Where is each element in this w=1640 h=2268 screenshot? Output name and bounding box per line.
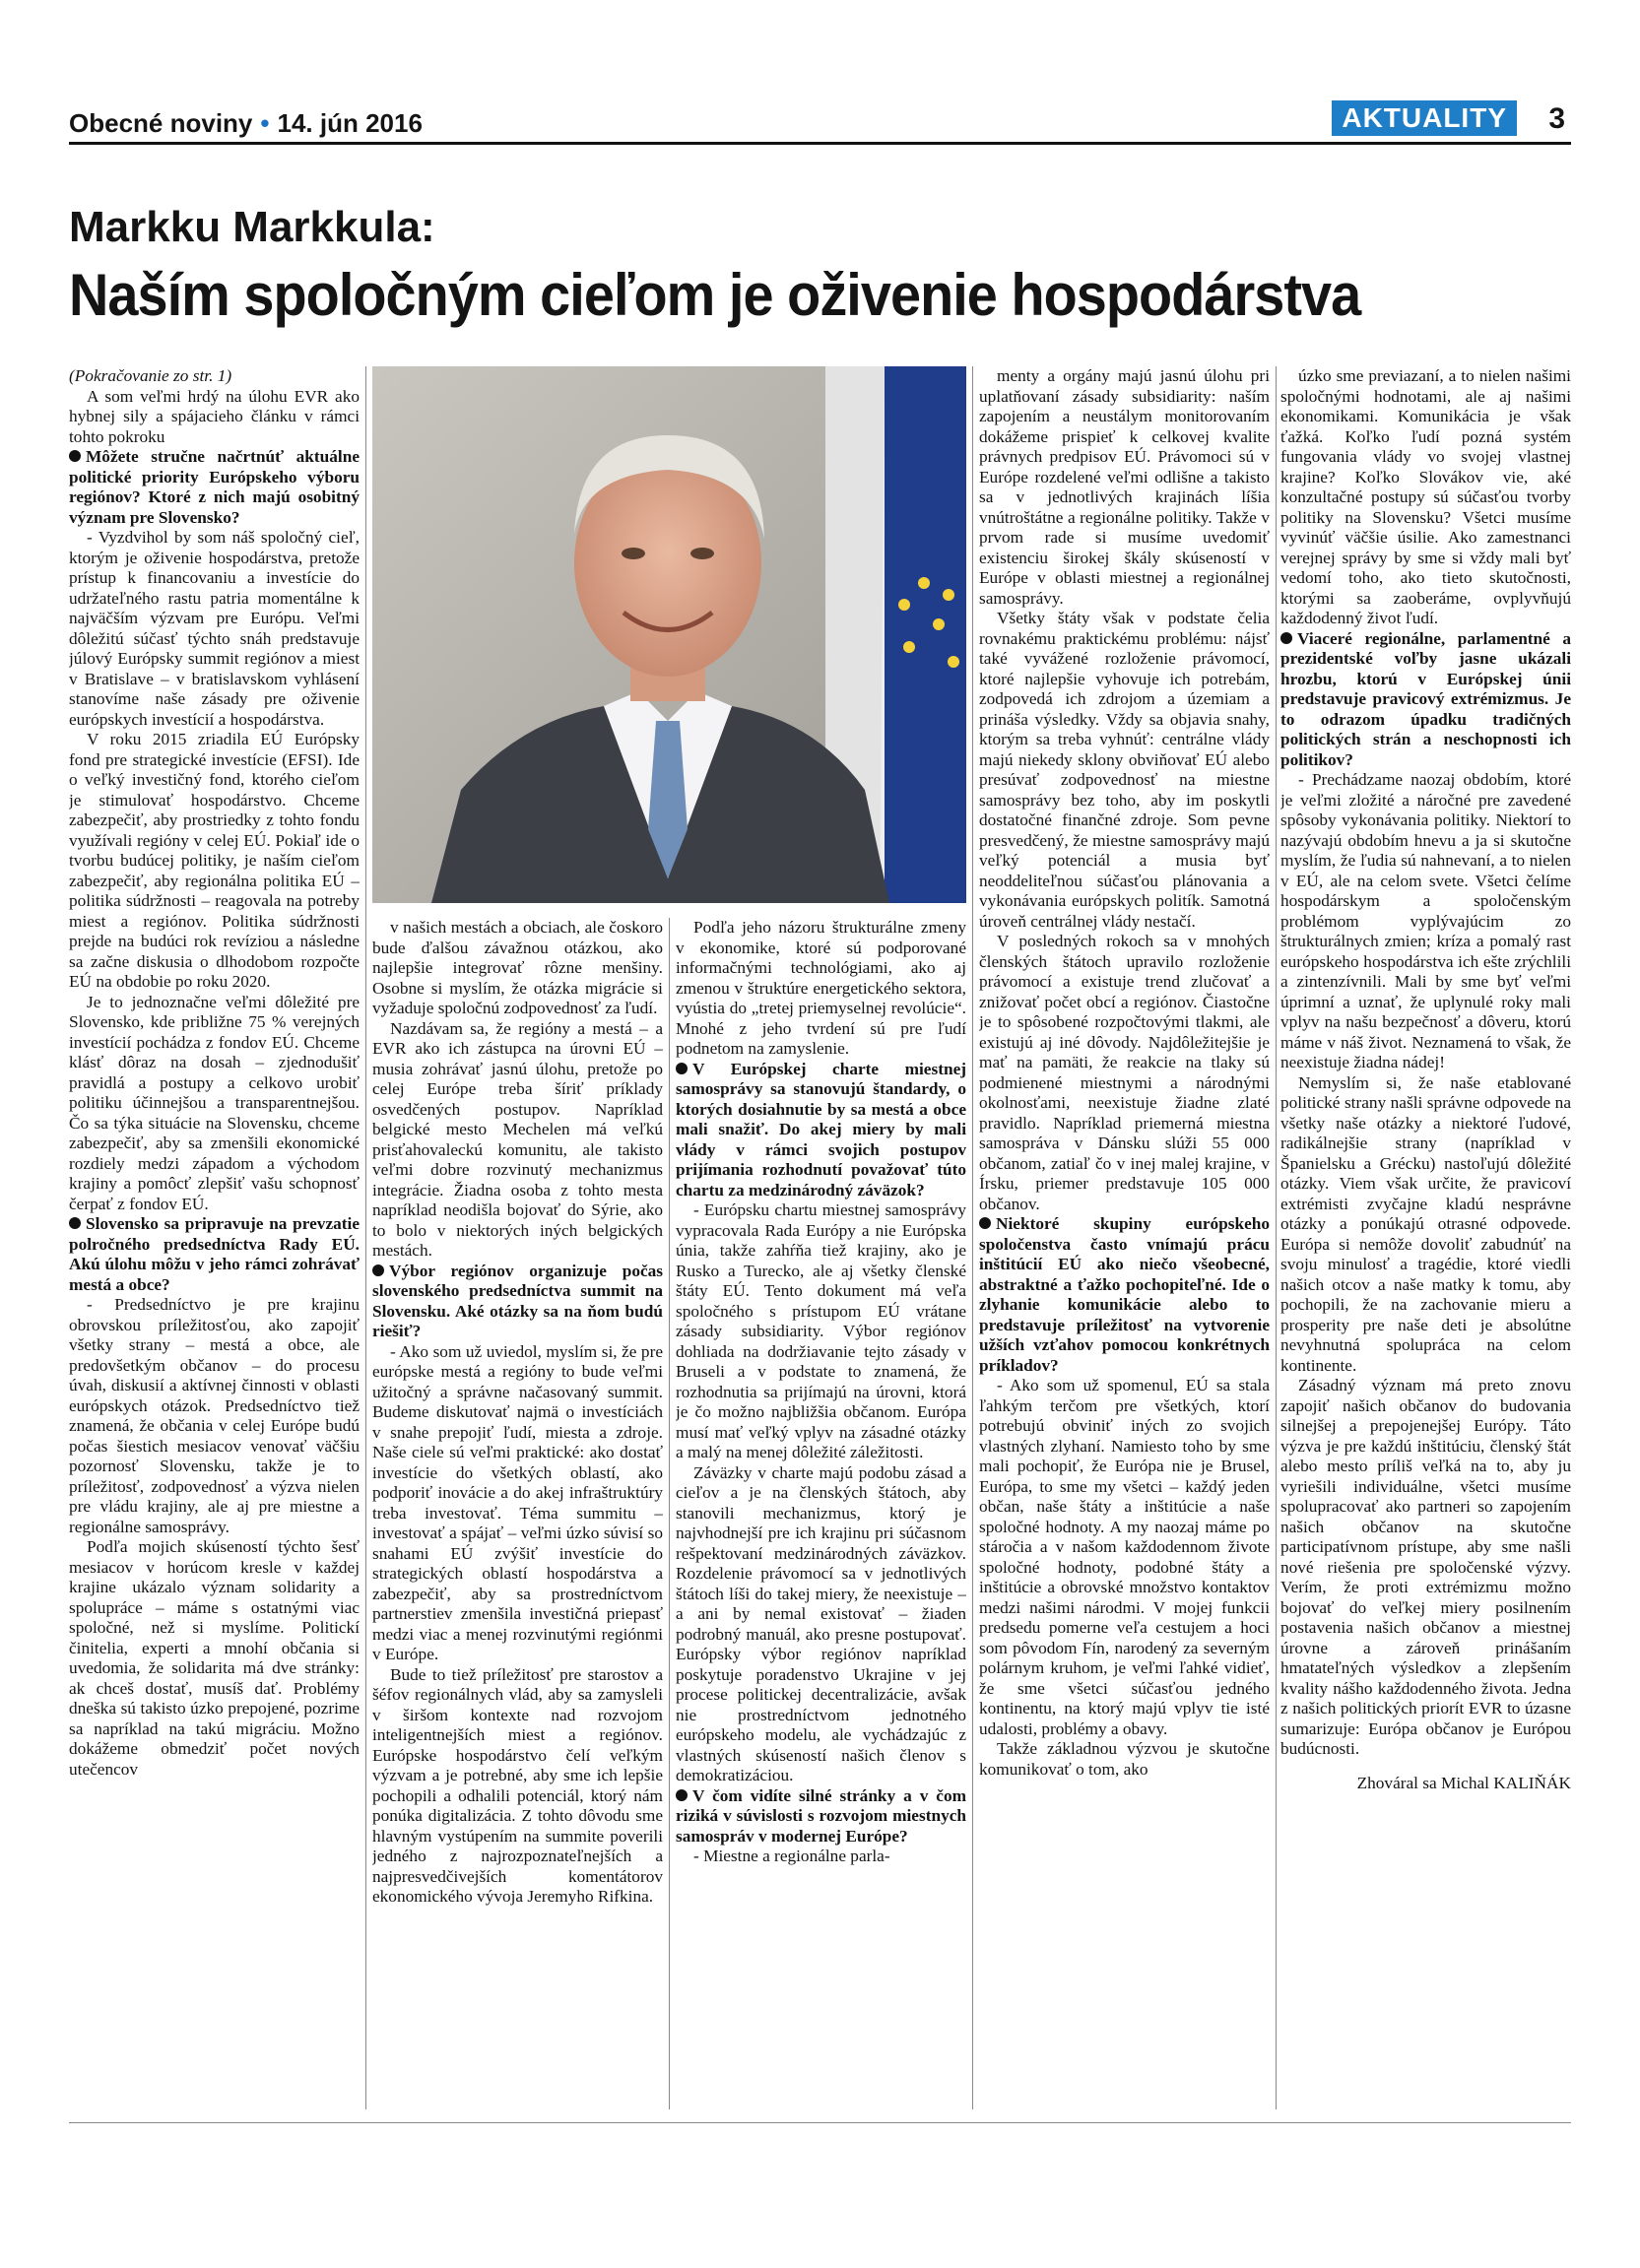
interview-question <box>979 1214 1270 1376</box>
article-paragraph: Všetky štáty však v podstate čelia rovnakému praktickému problému: nájsť také vyvážené rozloženie právomocí, ktoré najlepšie vyhovuje ich potrebám, zodpovedá ich zdrojom a územiam a prináša výsledky. Vždy sa objavia snahy, ktorým sa treba vyhnúť: centrálne vlády majú niekedy sklony obviňovať EÚ alebo presúvať zodpovednosť na miestne samosprávy bez toho, aby im poskytli dostatočné finančné zdroje. Som pevne presvedčený, že miestne samosprávy majú veľký potenciál a musia byť neoddeliteľnou súčasťou plánovania a vykonávania európskych politík. Samotná úroveň centrálnej vlády nestačí. <box>979 609 1270 931</box>
question-text: Výbor regiónov organizuje počas slovenského predsedníctva summit na Slovensku. Aké otázky sa na ňom budú riešiť? <box>372 1261 663 1340</box>
article-column-5 <box>1280 366 1571 2109</box>
column-divider <box>669 918 670 2109</box>
question-bullet-icon <box>69 450 81 462</box>
interview-question <box>372 1262 663 1342</box>
masthead-paper-date <box>69 108 423 139</box>
issue-date: 14. jún 2016 <box>277 108 423 138</box>
interview-question <box>676 1786 966 1847</box>
question-text: V Európskej charte miestnej samosprávy sa stanovujú štandardy, o ktorých dosiahnutie by sa mestá a obce mali snažiť. Do akej miery by mali vlády v rámci svojich postupov prijímania rozhodnutí považovať túto chartu za medzinárodný záväzok? <box>676 1059 966 1199</box>
article-paragraph: v našich mestách a obciach, ale čoskoro bude ďalšou závažnou otázkou, ako najlepšie integrovať rôzne menšiny. Osobne si myslím, že otázka migrácie si vyžaduje spoločnú zodpovednosť za ľudí. <box>372 918 663 1017</box>
article-paragraph: Takže základnou výzvou je skutočne komunikovať o tom, ako <box>979 1739 1270 1779</box>
article-title-block <box>69 202 1571 330</box>
question-text: Slovensko sa pripravuje na prevzatie polročného predsedníctva Rady EÚ. Akú úlohu môžu v jeho rámci zohrávať mestá a obce? <box>69 1214 360 1294</box>
article-paragraph: - Prechádzame naozaj obdobím, ktoré je veľmi zložité a náročné pre zavedené spôsoby vykonávania politiky. Niektorí to nazývajú obdobím hnevu a ja si skutočne myslím, že ľudia sú nahnevaní, a to nielen v EÚ, ale na celom svete. Všetci čelíme hospodárskym a spoločenským problémom vyplývajúcim zo štrukturálnych zmien; kríza a pomalý rast európskeho hospodárstva ich ešte zrýchlili a zintenzívnili. Mali by sme byť veľmi úprimní a uznať, že uplynulé roky mali vplyv na našu bezpečnosť a dôveru, ktorú máme v náš život. Neznamená to však, že neexistuje žiadna nádej! <box>1280 770 1571 1071</box>
interview-question <box>1280 629 1571 771</box>
article-paragraph: Bude to tiež príležitosť pre starostov a šéfov regionálnych vlád, aby sa zamysleli v širšom kontexte nad rozvojom inteligentnejších miest a regiónov. Európske hospodárstvo čelí veľkým výzvam a je potrebné, aby sme ich lepšie pochopili a odhalili potenciál, ktorý nám ponúka digitalizácia. Z tohto dôvodu sme hlavným vystúpením na summite poverili jedného z najrozpoznateľnejších a najpresvedčivejších komentátorov ekonomického vývoja Jeremyho Rifkina. <box>372 1664 663 1906</box>
article-paragraph: Podľa mojich skúseností týchto šesť mesiacov v horúcom kresle v každej krajine ukázalo význam solidarity a spolupráce – máme s ostatnými viac spoločné, než si myslíme. Politickí činitelia, experti a mnohí občania si uvedomia, že solidarita má dve stránky: ak chceš dostať, musíš dať. Problémy dneška sú takisto úzko prepojené, pozrime sa napríklad na takú migráciu. Možno dokážeme obmedziť počet nových utečencov <box>69 1537 360 1779</box>
article-paragraph: V posledných rokoch sa v mnohých členských štátoch upravilo rozloženie právomocí a existuje trend zlučovať a znižovať počet obcí a regiónov. Čiastočne je to spôsobené rozpočtovými tlakmi, ale existujú aj iné dôvody. Najdôležitejšie je mať na pamäti, že reakcie na tlaky sú podmienené miestnymi a národnými okolnosťami, neexistuje žiadne zlaté pravidlo. Napríklad priemerná miestna samospráva v Dánsku slúži 55 000 občanom, zatiaľ čo v inej malej krajine, v Írsku, priemer predstavuje 105 000 občanov. <box>979 932 1270 1213</box>
interviewee-name: Markku Markkula: <box>69 203 435 251</box>
article-paragraph: Zásadný význam má preto znovu zapojiť našich občanov do budovania silnejšej a prepojenejšej Európy. Táto výzva je pre každú inštitúciu, členský štát alebo mesto príliš veľká na to, aby ju vyriešili individuálne, všetci musíme spolupracovať ako partneri so zapojením našich občanov na skutočne participatívnom prístupe, aby sme našli nové riešenia pre spoločenské výzvy. Verím, že proti extrémizmu možno bojovať do veľkej miery posilnením postavenia našich občanov a miestnej úrovne a zároveň prinášaním hmatateľných výsledkov a zlepšením kvality nášho každodenného života. Jedna z našich politických priorít EVR to úzasne sumarizuje: Európa občanov je Európou budúcnosti. <box>1280 1376 1571 1758</box>
question-bullet-icon <box>69 1217 81 1229</box>
section-label: AKTUALITY <box>1332 100 1517 136</box>
article-paragraph: Je to jednoznačne veľmi dôležité pre Slovensko, kde približne 75 % verejných investícií pochádza z fondov EÚ. Chceme klásť dôraz na dosah – zjednodušiť pravidlá a postupy a celkovo urobiť politiku účinnejšou a transparentnejšou. Čo sa týka situácie na Slovensku, chceme zabezpečiť, aby sa zmenšili ekonomické rozdiely medzi západom a východom krajiny a pomôcť zlepšiť vašu schopnosť čerpať z fondov EÚ. <box>69 992 360 1213</box>
article-paragraph: Podľa jeho názoru štrukturálne zmeny v ekonomike, ktoré sú podporované informačnými technológiami, ako aj zmenou v štruktúre energetického sektora, vyústia do „tretej priemyselnej revolúcie“. Mnohé z jeho tvrdení sú pre ľudí podnetom na zamyslenie. <box>676 918 966 1058</box>
article-paragraph: A som veľmi hrdý na úlohu EVR ako hybnej sily a spájacieho článku v rámci tohto pokroku <box>69 386 360 446</box>
article-paragraph: - Európsku chartu miestnej samosprávy vypracovala Rada Európy a nie Európska únia, takže zahŕňa tiež krajiny, ako je Rusko a Turecko, ale aj všetky členské štáty EÚ. Tento dokument má veľa spoločného s prístupom EÚ vrátane zásady subsidiarity. Výbor regiónov dohliada na dodržiavanie tejto zásady v Bruseli a v podstate to znamená, že rozhodnutia sa prijímajú na úrovni, ktorá je čo možno najbližšia občanom. Európa musí mať veľký vplyv na zásadné otázky a malý na menej dôležité záležitosti. <box>676 1200 966 1461</box>
article-column-2 <box>372 918 663 2109</box>
paper-name: Obecné noviny <box>69 108 253 138</box>
column-divider <box>365 366 366 2109</box>
question-bullet-icon <box>979 1217 991 1229</box>
question-bullet-icon <box>1280 632 1292 644</box>
separator-dot: • <box>260 108 270 138</box>
article-paragraph: - Predsedníctvo je pre krajinu obrovskou príležitosťou, ako zapojiť všetky strany – mestá a obce, ale predovšetkým občanov – do procesu úvah, diskusií a aktívnej činnosti v oblasti európskych otázok. Predsedníctvo tiež znamená, že občania v celej Európe budú počas šiestich mesiacov venovať väčšiu pozornosť Slovensku, takže je to príležitosť, zodpovednosť a výzva nielen pre vládu krajiny, ale aj pre miestne a regionálne samosprávy. <box>69 1295 360 1536</box>
question-bullet-icon <box>676 1789 688 1801</box>
article-paragraph: Nemyslím si, že naše etablované politické strany našli správne odpovede na všetky naše otázky a niektoré ľudové, radikálnejšie strany (napríklad v Španielsku a Grécku) nastoľujú dôležité otázky. Viem však určite, že pravicoví extrémisti zvyčajne kladú nesprávne otázky a ponúkajú otrasné odpovede. Európa si nemôže dovoliť zabudnúť na svoju minulosť a tragédie, ktoré viedli našich otcov a naše matky k tomu, aby pochopili, že na zachovanie mieru a prosperity pre naše deti je absolútne nevyhnutná spolupráca na celom kontinente. <box>1280 1072 1571 1375</box>
page-number: 3 <box>1548 102 1565 135</box>
article-body <box>69 366 1571 2109</box>
portrait-photo <box>372 366 966 903</box>
article-paragraph: úzko sme previazaní, a to nielen našimi spoločnými hodnotami, ale aj našimi ekonomikami. Komunikácia je však ťažká. Koľko ľudí pozná systém fungovania vlády vo svojej vlastnej krajine? Koľko Slovákov vie, aké konzultačné postupy sú súčasťou tvorby politiky na Slovensku? Všetci musíme vyvinúť väčšie úsilie. Ako zamestnanci verejnej správy by sme si vždy mali byť vedomí toho, ako tieto skutočnosti, ktorými sa zaoberáme, ovplyvňujú každodenný život ľudí. <box>1280 366 1571 627</box>
article-column-3 <box>676 918 966 2109</box>
article-paragraph: - Vyzdvihol by som náš spoločný cieľ, ktorým je oživenie hospodárstva, pretože prístup k financovaniu a investície do udržateľného rastu patria momentálne k najväčším výzvam pre Európu. Veľmi dôležitú súčasť týchto snáh predstavuje júlový Európsky summit regiónov a miest v Bratislave – v bratislavskom vyhlásení stanovíme naše zásady pre oživenie európskych investícií a hospodárstva. <box>69 528 360 729</box>
continuation-note: (Pokračovanie zo str. 1) <box>69 366 232 385</box>
footer-rule <box>69 2122 1571 2123</box>
column-divider <box>1276 366 1277 2109</box>
article-paragraph: - Ako som už uviedol, myslím si, že pre európske mestá a regióny to bude veľmi užitočný a správne načasovaný summit. Budeme diskutovať najmä o investíciách v snahe prepojiť ľudí, miesta a zdroje. Naše ciele sú veľmi praktické: ako dostať investície do všetkých oblastí, ako podporiť inovácie a do akej infraštruktúry treba investovať. Téma summitu – investovať a spájať – veľmi úzko súvisí so snahami EÚ zvýšiť investície do strategických oblastí hospodárstva a zabezpečiť, aby sa prostredníctvom partnerstiev zmenšila investičná priepasť medzi viac a menej rozvinutými regiónmi v Európe. <box>372 1341 663 1663</box>
interviewer-signature: Zhováral sa Michal KALIŇÁK <box>1356 1773 1571 1792</box>
interview-question <box>69 1214 360 1295</box>
question-bullet-icon <box>372 1264 384 1276</box>
question-bullet-icon <box>676 1063 688 1074</box>
headline: Naším spoločným cieľom je oživenie hospodárstva <box>69 262 1361 328</box>
interview-question <box>69 447 360 528</box>
question-text: Môžete stručne načrtnúť aktuálne politické priority Európskeho výboru regiónov? Ktoré z nich majú osobitný význam pre Slovensko? <box>69 447 360 527</box>
question-text: Viaceré regionálne, parlamentné a prezidentské voľby jasne ukázali hrozbu, ktorú v Európskej únii predstavuje pravicový extrémizmus. Je to odrazom úpadku tradičných politických strán a neschopnosti ich politikov? <box>1280 628 1571 769</box>
masthead <box>69 98 1571 145</box>
article-paragraph: menty a orgány majú jasnú úlohu pri uplatňovaní zásady subsidiarity: naším zapojením a neustálym monitorovaním dokážeme prispieť k celkovej kvalite právnych predpisov EÚ. Právomoci sú v Európe rozdelené veľmi odlišne a takisto sa v jednotlivých krajinách líšia vnútroštátne a regionálne politiky. Takže v prvom rade si musíme uvedomiť existenciu širokej škály skúseností v Európe v oblasti miestnej a regionálnej samosprávy. <box>979 366 1270 608</box>
article-paragraph: Nazdávam sa, že regióny a mestá – a EVR ako ich zástupca na úrovni EÚ – musia zohrávať jasnú úlohu, pretože po celej Európe treba šíriť príklady osvedčených postupov. Napríklad belgické mesto Mechelen má veľkú prisťahovaleckú komunitu, ale takisto veľmi dobre rozvinutý mechanizmus integrácie. Žiadna osoba z tohto mesta napríklad neodišla bojovať do Sýrie, ako to bolo v niektorých iných belgických mestách. <box>372 1018 663 1260</box>
portrait-illustration <box>372 366 966 903</box>
article-paragraph: V roku 2015 zriadila EÚ Európsky fond pre strategické investície (EFSI). Ide o veľký investičný fond, ktorého cieľom je stimulovať hospodárstvo. Chceme zabezpečiť, aby prostriedky z tohto fondu využívali regióny v celej EÚ. Pokiaľ ide o tvorbu budúcej politiky, je naším cieľom zabezpečiť, aby regionálna politika EÚ – politika súdržnosti – reagovala na potreby miest a regiónov. Politika súdržnosti prejde na budúci rok revíziou a následne sa začne diskusia o dlhodobom rozpočte EÚ na obdobie po roku 2020. <box>69 730 360 991</box>
eu-flag <box>885 366 966 903</box>
article-paragraph: - Ako som už spomenul, EÚ sa stala ľahkým terčom pre všetkých, ktorí potrebujú obviniť iných zo svojich vlastných zlyhaní. Namiesto toho by sme mali pochopiť, že Európa nie je Brusel, Európa, to sme my všetci – každý jeden občan, naše štáty a inštitúcie a naše spoločné hodnoty. A my naozaj máme po stáročia a v našom každodennom živote spoločné hodnoty, podobné štáty a inštitúcie a obrovské množstvo kontaktov medzi našimi národmi. V mojej funkcii predsedu pomerne veľa cestujem a hoci som pôvodom Fín, narodený za severným polárnym kruhom, je veľmi ľahké vidieť, že sme všetci súčasťou jedného kontinentu, na ktorý majú vplyv tie isté udalosti, problémy a obavy. <box>979 1376 1270 1738</box>
question-text: Niektoré skupiny európskeho spoločenstva často vnímajú prácu inštitúcií EÚ ako niečo všeobecné, abstraktné a ťažko pochopiteľné. Ide o zlyhanie komunikácie alebo to predstavuje príležitosť na vytvorenie užších vzťahov pomocou konkrétnych príkladov? <box>979 1214 1270 1375</box>
column-divider <box>972 366 973 2109</box>
question-text: V čom vidíte silné stránky a v čom riziká v súvislosti s rozvojom miestnych samospráv v modernej Európe? <box>676 1785 966 1846</box>
interview-question <box>676 1060 966 1201</box>
article-paragraph: - Miestne a regionálne parla- <box>693 1847 890 1865</box>
article-column-1 <box>69 366 360 2109</box>
article-paragraph: Záväzky v charte majú podobu zásad a cieľov a je na členských štátoch, aby stanovili mechanizmus, ktorý je najvhodnejší pre ich krajinu pri súčasnom rešpektovaní medzinárodných záväzkov. Rozdelenie právomocí sa v jednotlivých štátoch líši do takej miery, že neexistuje – a ani by nemal existovať – žiaden podrobný manuál, ako presne postupovať. Európsky výbor regiónov napríklad poskytuje poradenstvo Ukrajine v jej procese politickej decentralizácie, avšak nie prostredníctvom jednotného európskeho modelu, ale vychádzajúc z vlastných skúseností našich členov s demokratizáciou. <box>676 1462 966 1784</box>
article-column-4 <box>979 366 1270 2109</box>
